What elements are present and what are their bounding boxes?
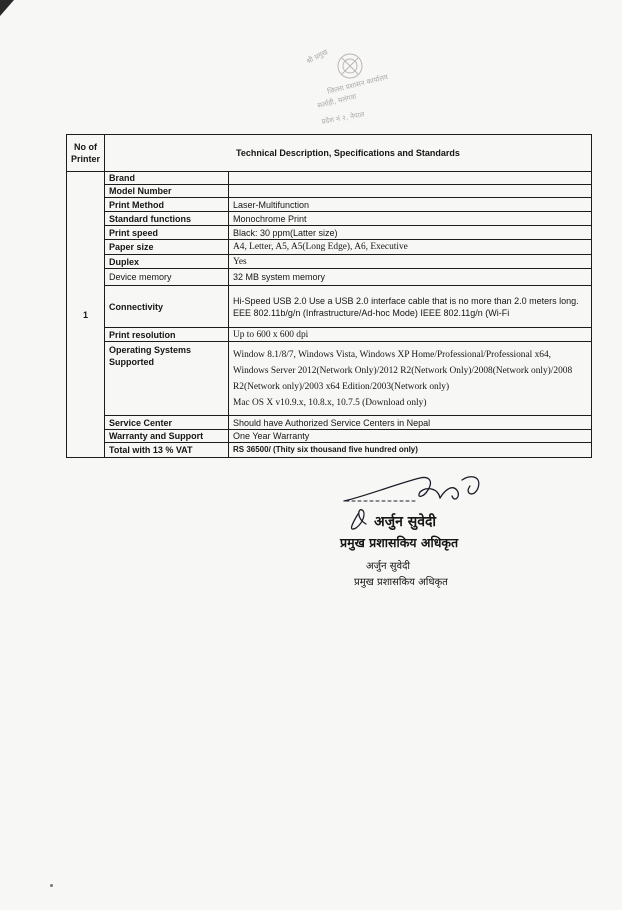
signatory-title: प्रमुख प्रशासकिय अधिकृत [340,535,459,550]
table-row [67,226,592,240]
row-value-line: EEE 802.11b/g/n (Infrastructure/Ad-hoc Mode) IEEE 802.11g/n (Wi-Fi [233,307,510,318]
table-row [67,240,592,255]
row-value: Yes [229,255,592,269]
row-label: Service Center [105,416,229,430]
office-seal-icon [298,44,402,136]
svg-text:श्री प्रमुख: श्री प्रमुख [305,47,330,66]
row-value: One Year Warranty [229,430,592,443]
row-label: Brand [105,172,229,185]
row-value: A4, Letter, A5, A5(Long Edge), A6, Executive [229,240,592,255]
row-value: RS 36500/ (Thity six thousand five hundred only) [229,443,592,458]
row-label: Print speed [105,226,229,240]
row-value: Laser-Multifunction [229,198,592,212]
printer-number: 1 [67,172,105,458]
table-row [67,172,592,185]
scan-corner-mark [0,0,14,16]
row-value-line: Window 8.1/8/7, Windows Vista, Windows XP Home/Professional/Professional x64, Windows Server 2012(Network Only)/2012 R2(Network Only)/2008(Network only)/2008 R2(Network only)/2003 x64 Edition/2003(Network only) [233,349,573,392]
table-row [67,328,592,342]
row-value [229,172,592,185]
row-label: Operating Systems Supported [105,342,229,416]
row-label: Total with 13 % VAT [105,443,229,458]
row-value-multiline [229,342,592,416]
table-row [67,416,592,430]
row-label: Paper size [105,240,229,255]
table-row [67,212,592,226]
row-label: Warranty and Support [105,430,229,443]
row-value-multiline [229,286,592,328]
signatory-name: अर्जुन सुवेदी [374,514,437,530]
table-row [67,286,592,328]
row-value-line: Mac OS X v10.9.x, 10.8.x, 10.7.5 (Download only) [233,397,427,408]
row-label: Duplex [105,255,229,269]
row-value: Should have Authorized Service Centers in Nepal [229,416,592,430]
table-row [67,255,592,269]
header-technical-description: Technical Description, Specifications and Standards [105,135,592,172]
stamp-title: प्रमुख प्रशासकिय अधिकृत [354,577,448,588]
specification-table [66,134,592,458]
table-row [67,342,592,416]
row-value: Black: 30 ppm(Latter size) [229,226,592,240]
table-row [67,443,592,458]
row-label: Print resolution [105,328,229,342]
svg-text:प्रदेश नं २, नेपाल: प्रदेश नं २, नेपाल [320,110,366,126]
row-value: 32 MB system memory [229,269,592,286]
svg-text:जिल्ला प्रशासन कार्यालय: जिल्ला प्रशासन कार्यालय [326,73,389,96]
table-row [67,198,592,212]
row-label: Connectivity [105,286,229,328]
signature-block [336,470,496,595]
row-label: Device memory [105,269,229,286]
table-header-row [67,135,592,172]
row-value [229,185,592,198]
row-label: Print Method [105,198,229,212]
row-value: Up to 600 x 600 dpi [229,328,592,342]
header-no-of-printer: No of Printer [67,135,105,172]
svg-text:सर्लाही, मलंगवा: सर्लाही, मलंगवा [316,92,358,110]
row-value-line: Hi-Speed USB 2.0 Use a USB 2.0 interface cable that is no more than 2.0 meters long. [233,295,579,306]
table-row [67,269,592,286]
table-row [67,185,592,198]
scan-speck [50,884,53,887]
row-value: Monochrome Print [229,212,592,226]
row-label: Standard functions [105,212,229,226]
stamp-name: अर्जुन सुवेदी [366,561,411,572]
table-row [67,430,592,443]
row-label: Model Number [105,185,229,198]
